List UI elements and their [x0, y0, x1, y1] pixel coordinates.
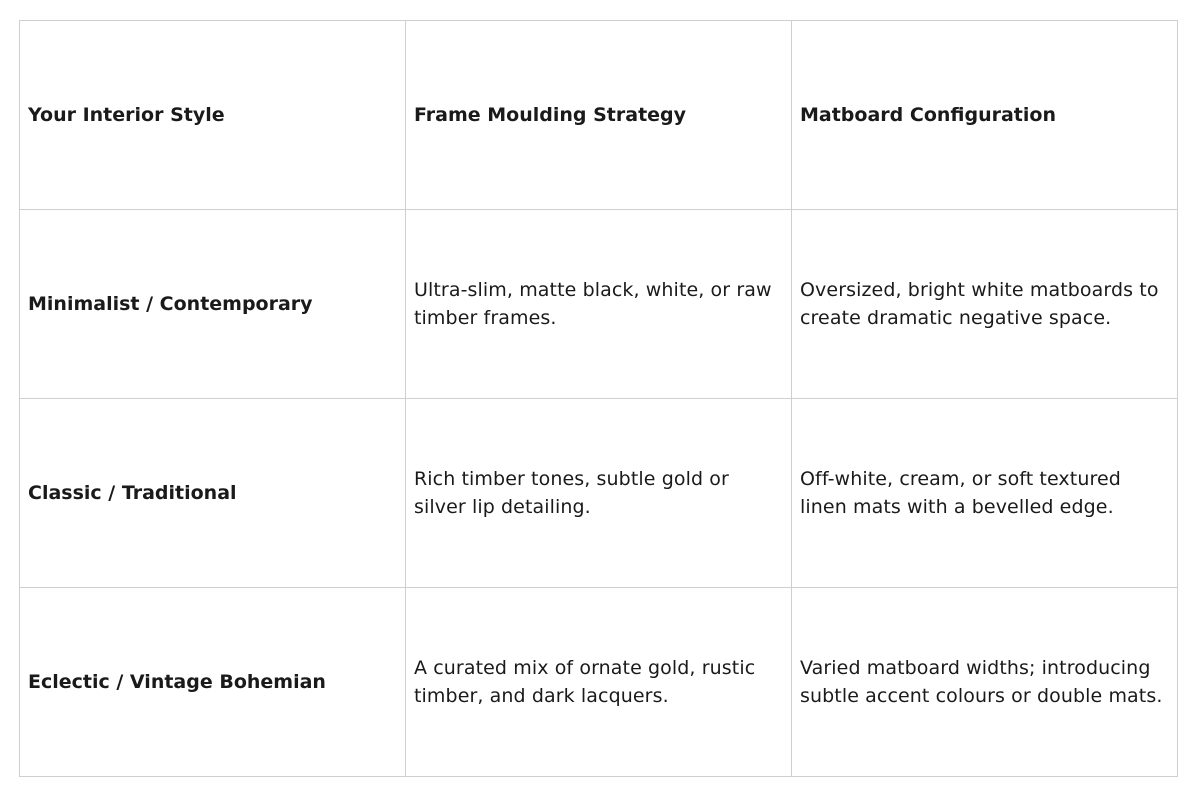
row-matboard-cell: Off-white, cream, or soft textured linen mats with a bevelled edge. — [792, 399, 1178, 588]
header-matboard-configuration: Matboard Configuration — [792, 21, 1178, 210]
header-frame-moulding-strategy: Frame Moulding Strategy — [406, 21, 792, 210]
table-header-row — [20, 21, 1178, 210]
table-row — [20, 210, 1178, 399]
table-row — [20, 399, 1178, 588]
row-style-cell: Classic / Traditional — [20, 399, 406, 588]
row-style-cell: Eclectic / Vintage Bohemian — [20, 588, 406, 777]
row-matboard-cell: Varied matboard widths; introducing subtle accent colours or double mats. — [792, 588, 1178, 777]
header-interior-style: Your Interior Style — [20, 21, 406, 210]
row-matboard-cell: Oversized, bright white matboards to create dramatic negative space. — [792, 210, 1178, 399]
row-moulding-cell: A curated mix of ornate gold, rustic timber, and dark lacquers. — [406, 588, 792, 777]
framing-guide-table-container — [19, 20, 1175, 774]
row-moulding-cell: Ultra-slim, matte black, white, or raw timber frames. — [406, 210, 792, 399]
row-moulding-cell: Rich timber tones, subtle gold or silver lip detailing. — [406, 399, 792, 588]
framing-guide-table — [19, 20, 1178, 777]
table-row — [20, 588, 1178, 777]
row-style-cell: Minimalist / Contemporary — [20, 210, 406, 399]
